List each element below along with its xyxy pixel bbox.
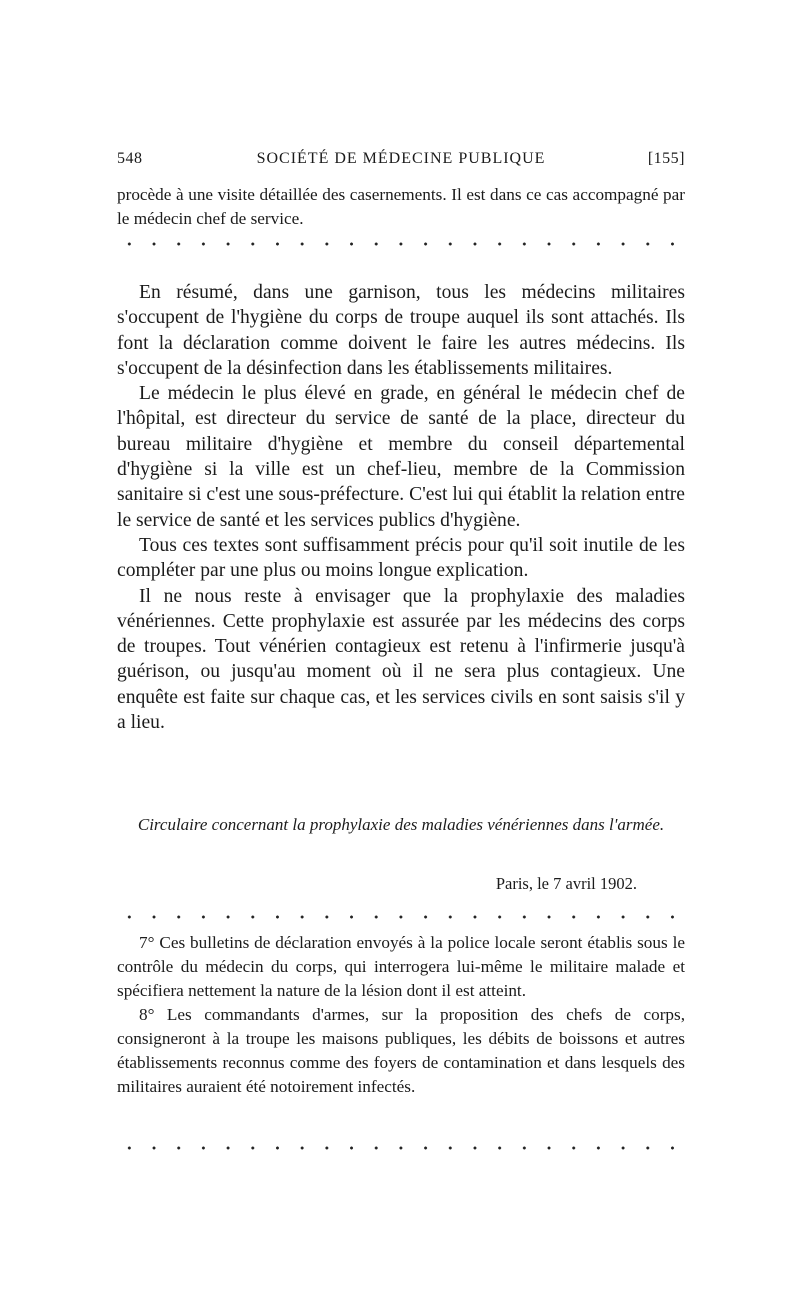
page-number: 548: [117, 150, 143, 167]
ellipsis-divider-middle: [117, 915, 685, 919]
paragraph-senior-doctor: Le médecin le plus élevé en grade, en général le médecin chef de l'hôpital, est directeur du service de santé de la place, directeur du bureau militaire d'hygiène et membre du conseil départemental d'hygiène si la ville est un chef-lieu, membre de la Commission sanitaire si c'est une sous-préfecture. C'est lui qui établit la relation entre le service de santé et les services publics d'hygiène.: [117, 383, 685, 531]
ellipsis-divider-bottom: [117, 1146, 685, 1150]
intro-paragraph: procède à une visite détaillée des casernements. Il est dans ce cas accompagné par le médecin chef de service.: [117, 185, 685, 228]
article-7: 7° Ces bulletins de déclaration envoyés à la police locale seront établis sous le contrôle du médecin du corps, qui interrogera lui-même le militaire malade et spécifiera nettement la nature de la lésion dont il est atteint.: [117, 933, 685, 1000]
running-title: SOCIÉTÉ DE MÉDECINE PUBLIQUE: [256, 150, 546, 167]
paragraph-venereal: Il ne nous reste à envisager que la prophylaxie des maladies vénériennes. Cette prophylaxie est assurée par les médecins des corps de troupes. Tout vénérien contagieux est retenu à l'infirmerie jusqu'à guérison, ou jusqu'au moment où il ne sera plus contagieux. Une enquête est faite sur chaque cas, et les services civils en sont saisis s'il y a lieu.: [117, 585, 685, 734]
article-8: 8° Les commandants d'armes, sur la proposition des chefs de corps, consigneront à la troupe les maisons publiques, les débits de boissons et autres établissements reconnus comme des foyers de contamination et dans lesquels des militaires auraient été notoirement infectés.: [117, 1005, 685, 1096]
ellipsis-divider-top: [117, 242, 685, 246]
running-header: [117, 150, 685, 172]
circular-title: Circulaire concernant la prophylaxie des maladies vénériennes dans l'armée.: [137, 815, 665, 834]
articles-block: [117, 931, 685, 1099]
main-text: [117, 280, 685, 735]
circular-dateline: Paris, le 7 avril 1902.: [495, 874, 637, 893]
intro-block: [117, 183, 685, 231]
page-reference: [155]: [647, 150, 685, 167]
paragraph-summary: En résumé, dans une garnison, tous les médecins militaires s'occupent de l'hygiène du corps de troupe auquel ils sont attachés. Ils font la déclaration comme doivent le faire les autres médecins. Ils s'occupent de la désinfection dans les établissements militaires.: [117, 282, 685, 379]
paragraph-texts: Tous ces textes sont suffisamment précis pour qu'il soit inutile de les compléter par une plus ou moins longue explication.: [117, 534, 685, 582]
